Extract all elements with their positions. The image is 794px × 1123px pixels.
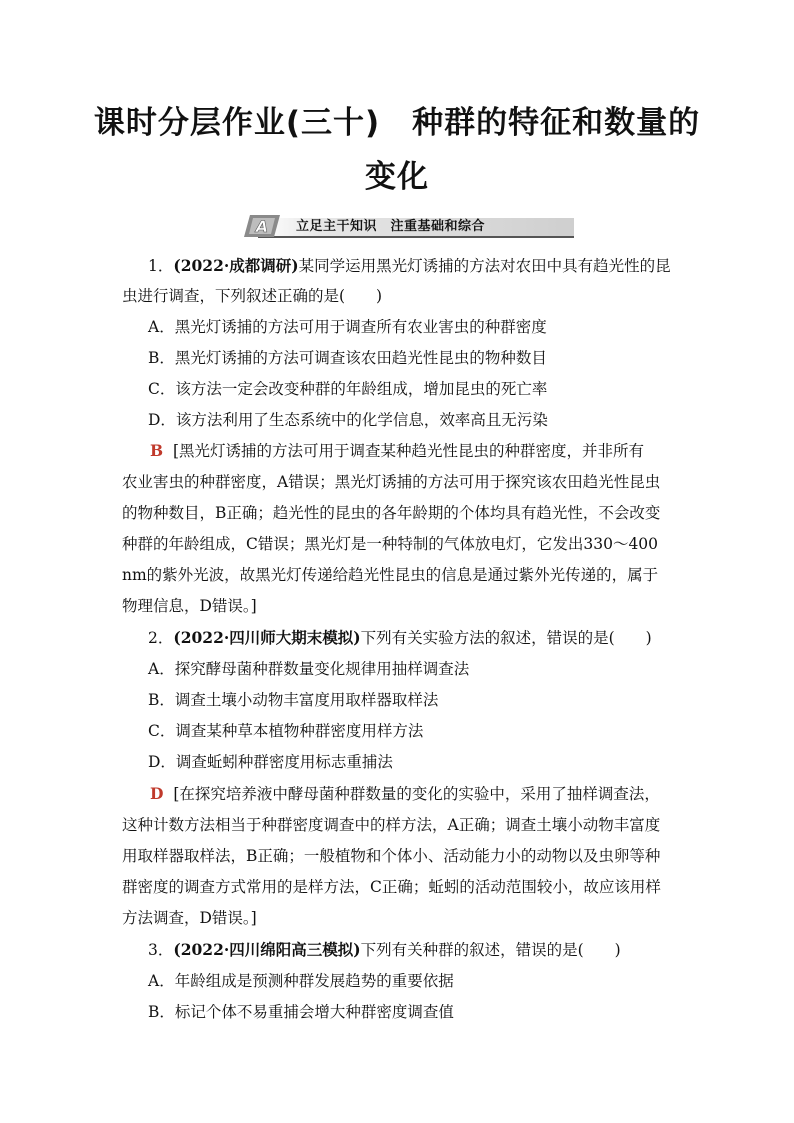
q3-source: (2022·四川绵阳高三模拟) <box>173 940 361 959</box>
q2-explanation-line2: 这种计数方法相当于种群密度调查中的样方法，A正确；调查土壤小动物丰富度 <box>122 816 661 834</box>
page-title: 课时分层作业(三十) 种群的特征和数量的 <box>93 105 701 141</box>
q1-explanation-line5: nm的紫外光波，故黑光灯传递给趋光性昆虫的信息是通过紫外光传递的，属于 <box>122 566 659 584</box>
q2-explanation-line5: 方法调查，D错误。] <box>122 909 257 927</box>
q1-number: 1． <box>148 257 174 275</box>
q2-option-a: A．探究酵母菌种群数量变化规律用抽样调查法 <box>148 660 470 678</box>
q1-stem-line2: 虫进行调查，下列叙述正确的是( ) <box>122 287 383 305</box>
q1-explanation-line4: 种群的年龄组成，C错误；黑光灯是一种特制的气体放电灯，它发出330～400 <box>122 535 659 553</box>
q2-source: (2022·四川师大期末模拟) <box>173 628 361 647</box>
q1-answer: B <box>150 441 164 460</box>
q1-option-c: C．该方法一定会改变种群的年龄组成，增加昆虫的死亡率 <box>148 380 548 398</box>
q2-explanation-line4: 群密度的调查方式常用的是样方法，C正确；蚯蚓的活动范围较小，故应该用样 <box>122 878 661 896</box>
q1-stem-text: 某同学运用黑光灯诱捕的方法对农田中具有趋光性的昆 <box>298 257 671 275</box>
q2-option-d: D．调查蚯蚓种群密度用标志重捕法 <box>148 753 393 771</box>
banner-badge-letter: A <box>255 217 269 236</box>
q2-option-c: C．调查某种草本植物种群密度用样方法 <box>148 722 424 740</box>
q3-stem-text: 下列有关种群的叙述，错误的是( ) <box>360 941 621 959</box>
page-title-continued: 变化 <box>365 159 429 195</box>
q2-stem-text: 下列有关实验方法的叙述，错误的是( ) <box>360 629 652 647</box>
q3-number: 3． <box>148 941 174 959</box>
q1-explanation-line3: 的物种数目，B正确；趋光性的昆虫的各年龄期的个体均具有趋光性，不会改变 <box>122 504 661 522</box>
section-banner <box>244 215 574 239</box>
q2-option-b: B．调查土壤小动物丰富度用取样器取样法 <box>148 691 439 709</box>
q3-option-b: B．标记个体不易重捕会增大种群密度调查值 <box>148 1003 454 1021</box>
q2-answer: D <box>150 784 164 803</box>
q2-explanation-line1 <box>150 784 660 804</box>
banner-text: 立足主干知识 注重基础和综合 <box>296 219 486 234</box>
q1-option-a: A．黑光灯诱捕的方法可用于调查所有农业害虫的种群密度 <box>148 318 547 336</box>
banner-underline <box>258 236 574 238</box>
q1-option-d: D．该方法利用了生态系统中的化学信息，效率高且无污染 <box>148 411 548 429</box>
q1-stem-line1 <box>148 256 671 276</box>
q2-explanation-line3: 用取样器取样法，B正确；一般植物和个体小、活动能力小的动物以及虫卵等种 <box>122 847 661 865</box>
q1-explanation-line2: 农业害虫的种群密度，A错误；黑光灯诱捕的方法可用于探究该农田趋光性昆虫 <box>122 473 661 491</box>
q2-explanation-text: [在探究培养液中酵母菌种群数量的变化的实验中，采用了抽样调查法， <box>173 785 660 803</box>
q3-stem-line1 <box>148 940 621 960</box>
q2-stem-line1 <box>148 628 652 648</box>
q1-option-b: B．黑光灯诱捕的方法可调查该农田趋光性昆虫的物种数目 <box>148 349 547 367</box>
section-a-icon <box>244 215 280 237</box>
q2-number: 2． <box>148 629 174 647</box>
q1-source: (2022·成都调研) <box>173 256 299 275</box>
q1-explanation-text: [黑光灯诱捕的方法可用于调查某种趋光性昆虫的种群密度，并非所有 <box>172 442 645 460</box>
q1-explanation-line6: 物理信息，D错误。] <box>122 597 257 615</box>
q3-option-a: A．年龄组成是预测种群发展趋势的重要依据 <box>148 972 454 990</box>
q1-explanation-line1 <box>150 441 644 461</box>
